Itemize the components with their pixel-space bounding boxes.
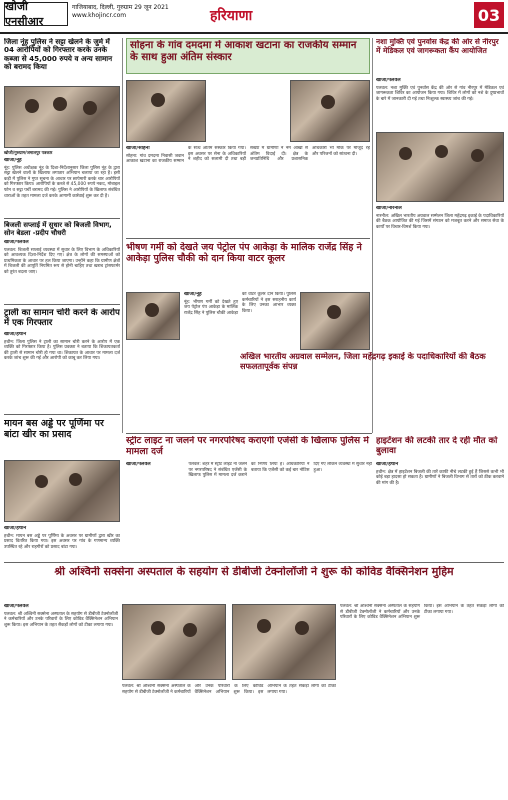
news-photo <box>126 80 206 142</box>
news-photo <box>376 132 504 202</box>
story-headline: अखिल भारतीय अग्रवाल सम्मेलन, जिला महेंद्रगढ़ इकाई के पदाधिकारियों की बैठक सफलतापूर्वक संपन्न <box>240 352 486 371</box>
news-photo <box>4 460 120 522</box>
lead-story-headline: सोहना के गांव दमदमा में आकाश खटाना का राजकीय सम्मान के साथ हुआ अंतिम संस्कार <box>130 40 357 64</box>
story-body <box>4 604 118 794</box>
edition-date: गाजियाबाद, दिल्ली, गुरुग्राम 29 जून 2021 <box>72 4 169 11</box>
story-text: हथीन: क्षेत्र में हाइटेंशन बिजली की तारें काफी नीचे लटकी हुई हैं जिससे कभी भी कोई बड़ा हादसा हो सकता है। ग्रामीणों ने बिजली विभाग से तारों को ठीक करवाने की मांग की है। <box>376 469 504 486</box>
story-text: हथीन: मायन बस अड्डे पर पूर्णिमा के अवसर पर ग्रामीणों द्वारा खीर का प्रसाद वितरित किया गया। इस अवसर पर गांव के गणमान्य व्यक्ति उपस्थित रहे और राहगीरों को प्रसाद बांटा गया। <box>4 533 120 550</box>
story-byline: खोजी/हथीन <box>4 526 27 531</box>
story-text: पलवल: शहर में स्ट्रीट लाइट ना जलने पर नगरपरिषद ने संबंधित एजेंसी के खिलाफ पुलिस में मामला दर्ज कराने का निर्णय लिया है। अधिकारियों ने बताया कि एजेंसी को कई बार नोटिस दिए गए लेकिन व्यवस्था में सुधार नहीं हुआ। <box>188 462 372 479</box>
story-byline: खोजी/पलवल <box>4 604 29 609</box>
story-headline: भीषण गर्मी को देखते जय पेट्रोल पंप आकेड़ा के मालिक राजेंद्र सिंह ने आकेड़ा पुलिस चौकी को दान किया वाटर कूलर <box>126 242 362 265</box>
story-text: पलवल: श्री अश्विनी सक्सेना अस्पताल के सहयोग से डीबीजी टेक्नोलॉजी ने कर्मचारियों और उनके परिवारों के लिए कोविड वैक्सिनेशन अभियान शुरू किया। इस अभियान के तहत सैकड़ों लोगों को टीका लगाया गया। <box>4 611 118 628</box>
news-photo <box>232 604 336 680</box>
news-photo <box>4 86 120 148</box>
story-byline: खोजी/हथीन <box>376 462 399 467</box>
story-separator <box>4 414 120 415</box>
story-body <box>4 526 120 558</box>
section-title: हरियाणा <box>210 8 253 24</box>
story-body <box>376 462 504 562</box>
story-byline: खोजी/हथीन <box>4 332 27 337</box>
story-text: पलवल: नशा मुक्ति एवं पुनर्वास केंद्र की ओर से गांव नीरपुर में मेडिकल एवं जागरूकता शिविर का आयोजन किया गया। शिविर में लोगों को नशे के दुष्प्रभावों के बारे में जानकारी दी गई तथा निःशुल्क स्वास्थ्य जांच की गई। <box>376 85 504 102</box>
story-byline: खोजी/पलवल <box>126 462 151 467</box>
story-body <box>4 240 120 302</box>
story-body <box>126 146 370 236</box>
news-photo <box>126 292 180 340</box>
story-byline: खोजी/नूंह <box>184 292 202 297</box>
story-headline: जिला नूंह पुलिस ने सट्टा खेलने के जुर्म में 04 आरोपियों को गिरफ्तार करके उनके कब्जा से 45,000 रुपये व अन्य सामान को बरामद किया <box>4 38 113 72</box>
story-headline: हाइटेंशन की लटकी तार दे रही मौत को बुलावा <box>376 436 498 457</box>
story-headline: स्ट्रीट लाइट ना जलने पर नगरपरिषद कराएगी एजेंसी के खिलाफ पुलिस में मामला दर्ज <box>126 436 369 457</box>
story-text: सोहना: गांव दमदमा निवासी जवान आकाश खटाना का राजकीय सम्मान के साथ अंतिम संस्कार किया गया। इस अवसर पर सेना के अधिकारियों ने शहीद को सलामी दी तथा बड़ी संख्या में ग्रामीणों ने नम आंखों से अंतिम विदाई दी। क्षेत्र के जनप्रतिनिधि और प्रशासनिक अधिकारी भी मौके पर मौजूद रहे और परिजनों को सांत्वना दी। <box>126 146 370 165</box>
story-body <box>376 78 504 130</box>
story-byline: खोजी/सोहना <box>126 146 150 151</box>
news-photo <box>300 292 370 350</box>
photo-caption: खोजी/गुरुग्राम/जमालपुर पत्रकार <box>4 150 53 155</box>
story-separator <box>126 238 370 239</box>
page-number: 03 <box>474 2 504 28</box>
edition-website: www.khojincr.com <box>72 12 127 19</box>
story-body <box>4 332 120 412</box>
story-headline: ट्राली का सामान चोरी करने के आरोप में एक गिरफ्तार <box>4 308 120 329</box>
story-text: नूंह: भीषण गर्मी को देखते हुए जय पेट्रोल पंप आकेड़ा के मालिक राजेंद्र सिंह ने पुलिस चौकी आकेड़ा को वाटर कूलर दान किया। पुलिस कर्मचारियों ने इस सराहनीय कार्य के लिए उनका आभार व्यक्त किया। <box>184 292 296 316</box>
story-separator <box>4 218 120 219</box>
story-body <box>4 158 120 216</box>
column-divider <box>372 38 373 433</box>
news-photo <box>122 604 226 680</box>
story-separator <box>126 433 372 434</box>
story-byline: खोजी/पलवल <box>4 240 29 245</box>
story-headline: नशा मुक्ति एवं पुनर्वास केंद्र की ओर से नीरपुर में मेडिकल एवं जागरूकता कैंप आयोजित <box>376 38 499 55</box>
story-headline: मायन बस अड्डे पर पूर्णिमा पर बांटा खीर का प्रसाद <box>4 418 104 441</box>
story-byline: खोजी/नारनौल <box>376 206 402 211</box>
story-text: नूंह: पुलिस अधीक्षक नूंह के दिशा-निर्देशानुसार जिला पुलिस नूंह के द्वारा सट्टा खेलने वालों के खिलाफ लगातार अभियान चलाया जा रहा है। इसी कड़ी में पुलिस ने गुप्त सूचना के आधार पर छापेमारी करके चार आरोपियों को गिरफ्तार किया। आरोपियों के कब्जे से 45,000 रुपये नकद, मोबाइल फोन व सट्टा पर्ची बरामद की गई। पुलिस ने आरोपियों के खिलाफ संबंधित धाराओं के तहत मामला दर्ज करके आगामी कार्रवाई शुरू कर दी है। <box>4 165 120 199</box>
story-text: पलवल: श्री अश्विनी सक्सेना अस्पताल के सहयोग से डीबीजी टेक्नोलॉजी ने कर्मचारियों और उनके परिवारों के लिए कोविड वैक्सिनेशन अभियान शुरू किया। इस अभियान के तहत सैकड़ों लोगों को टीका लगाया गया। <box>122 684 336 695</box>
news-photo <box>290 80 370 142</box>
story-byline: खोजी/पलवल <box>376 78 401 83</box>
story-separator <box>4 304 120 305</box>
story-body-continued <box>340 604 504 794</box>
bottom-story-headline: श्री अश्विनी सक्सेना अस्पताल के सहयोग से डीबीजी टेक्नोलॉजी ने शुरू की कोविड वैक्सिनेशन मुहिम <box>54 566 454 578</box>
story-byline: खोजी/नूंह <box>4 158 22 163</box>
story-headline: बिजली सप्लाई में सुधार को बिजली विभाग, सोन बेडला -प्रदीप चौधरी <box>4 221 112 238</box>
column-divider <box>122 38 123 433</box>
story-text: पलवल: बिजली सप्लाई व्यवस्था में सुधार के लिए विभाग के अधिकारियों को आवश्यक दिशा-निर्देश दिए गए। क्षेत्र के लोगों की समस्याओं को प्राथमिकता के आधार पर हल किया जाएगा। उन्होंने कहा कि ग्रामीण क्षेत्रों में बिजली की आपूर्ति नियमित रूप से होनी चाहिए तथा खराब ट्रांसफार्मर को तुरंत बदला जाए। <box>4 247 120 275</box>
story-body-continued <box>122 684 336 794</box>
story-text: नारनौल: अखिल भारतीय अग्रवाल सम्मेलन जिला महेंद्रगढ़ इकाई के पदाधिकारियों की बैठक आयोजित की गई जिसमें संगठन को मजबूत करने और समाज सेवा के कार्यों पर विचार-विमर्श किया गया। <box>376 213 504 230</box>
story-body <box>126 462 372 558</box>
story-body <box>376 206 504 346</box>
story-text: पलवल: श्री अश्विनी सक्सेना अस्पताल के सहयोग से डीबीजी टेक्नोलॉजी ने कर्मचारियों और उनके परिवारों के लिए कोविड वैक्सिनेशन अभियान शुरू किया। इस अभियान के तहत सैकड़ों लोगों को टीका लगाया गया। <box>340 604 504 621</box>
story-separator <box>4 562 504 563</box>
edition-meta <box>72 4 192 20</box>
masthead <box>0 0 508 34</box>
story-text: हथीन: जिला पुलिस ने ट्राली का सामान चोरी करने के आरोप में एक व्यक्ति को गिरफ्तार किया है। पुलिस प्रवक्ता ने बताया कि शिकायतकर्ता की ट्राली से सामान चोरी हो गया था। शिकायत के आधार पर मामला दर्ज करके जांच शुरू की गई और आरोपी को काबू कर लिया गया। <box>4 339 120 362</box>
newspaper-logo: खोजी एनसीआर <box>4 2 68 26</box>
